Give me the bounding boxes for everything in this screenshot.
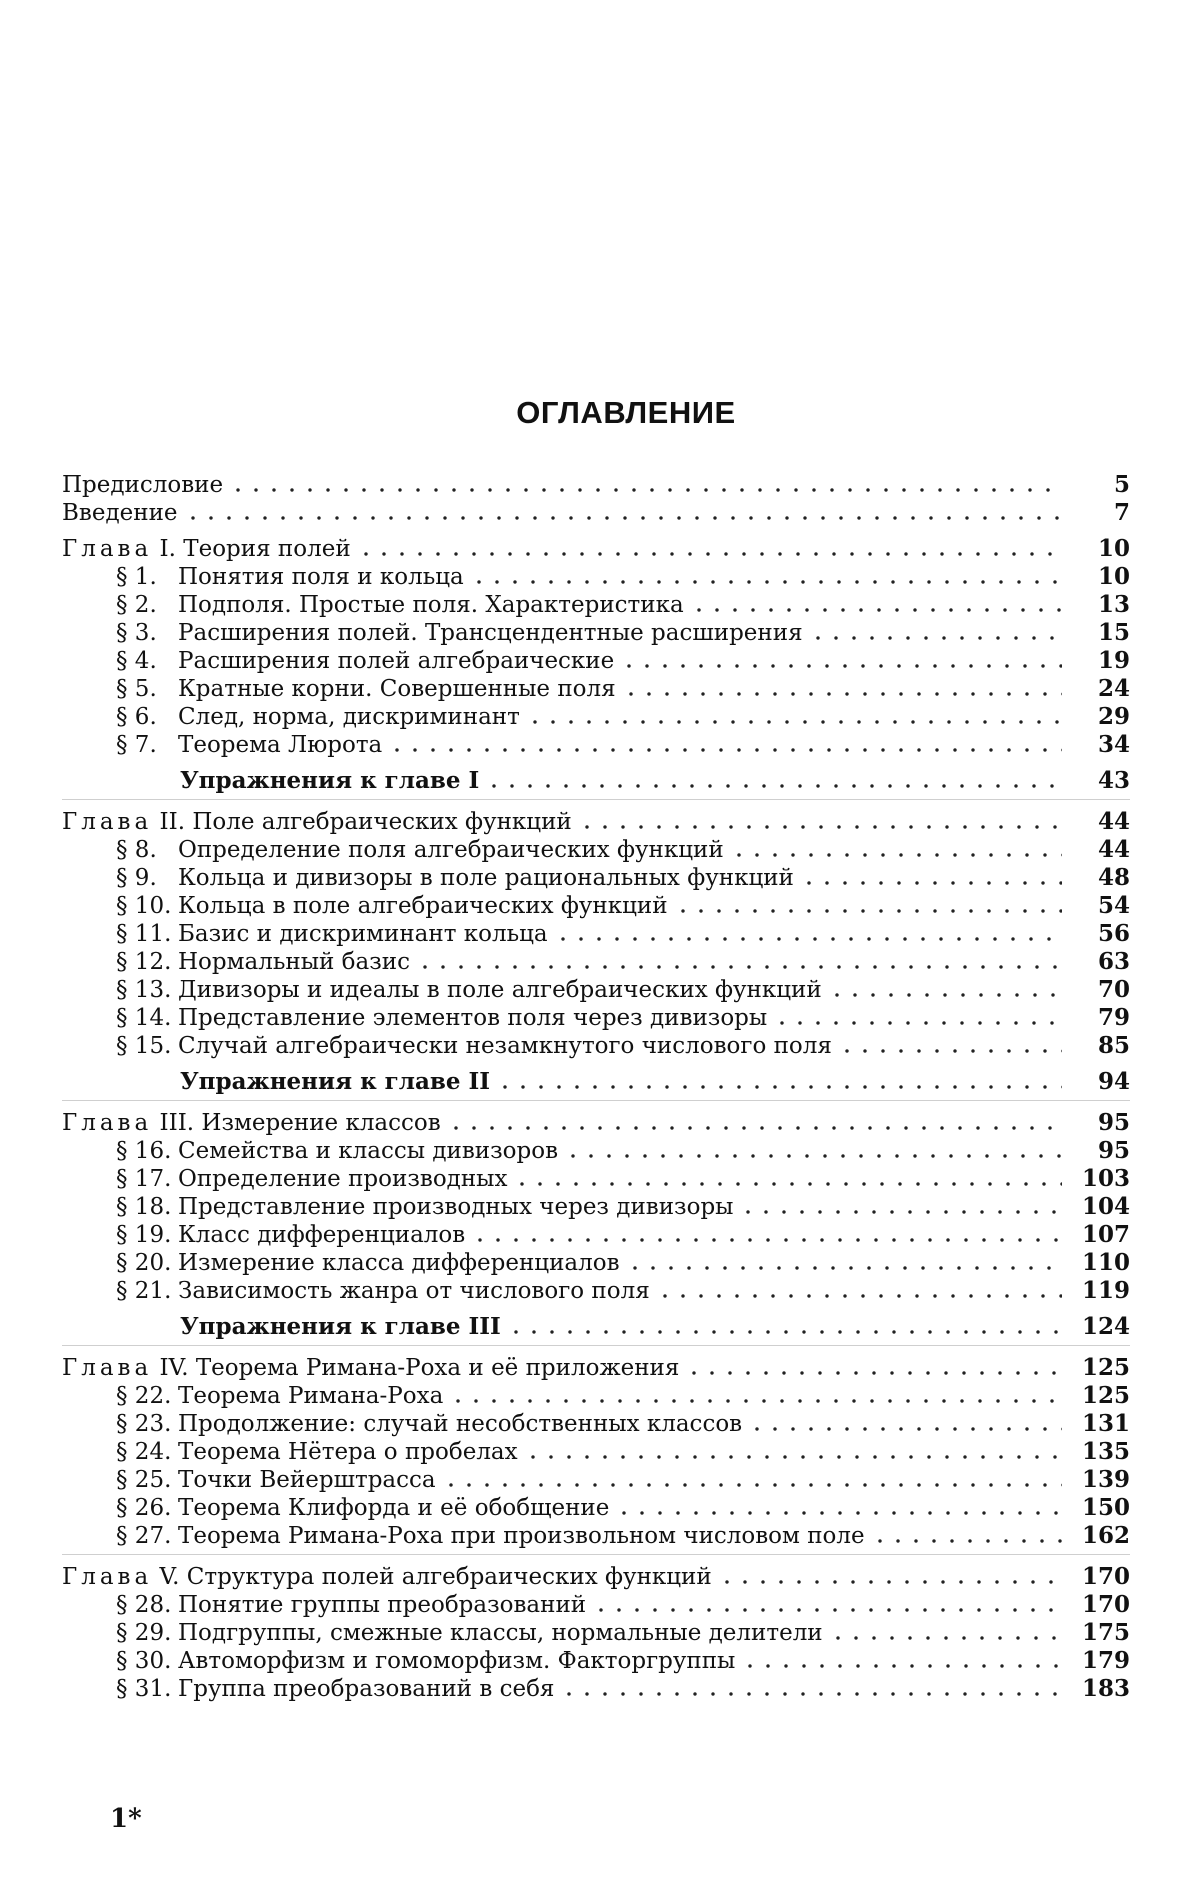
section-title: Теорема Клифорда и её обобщение [178,1495,609,1521]
section-label [116,864,794,892]
leader-dots [748,1427,1062,1431]
section-entry[interactable] [62,675,1130,703]
toc-entry[interactable] [62,499,1130,527]
entry-page: 170 [1068,1563,1130,1591]
section-label [116,563,464,591]
chapter-divider [62,799,1130,800]
section-label [116,703,520,731]
section-number: § 20. [116,1249,178,1277]
section-entry[interactable] [62,892,1130,920]
section-label [116,836,724,864]
entry-page: 95 [1068,1109,1130,1137]
leader-dots [809,636,1062,640]
leader-dots [554,937,1062,941]
section-number: § 4. [116,647,178,675]
entry-page: 183 [1068,1675,1130,1703]
leader-dots [578,825,1062,829]
section-label [116,647,614,675]
entry-page: 48 [1068,864,1130,892]
leader-dots [871,1539,1062,1543]
section-entry[interactable] [62,1193,1130,1221]
section-title: Теорема Римана-Роха [178,1383,443,1409]
exercises-entry[interactable] [62,1313,1130,1341]
section-label [116,920,548,948]
leader-dots [471,1238,1062,1242]
section-label [116,976,822,1004]
chapter-number: II. [160,809,185,835]
entry-page: 54 [1068,892,1130,920]
entry-page: 10 [1068,535,1130,563]
section-number: § 31. [116,1675,178,1703]
chapter-title: Структура полей алгебраических функций [187,1564,712,1590]
chapter-prefix: Глава [62,536,152,562]
leader-dots [674,909,1062,913]
entry-page: 125 [1068,1382,1130,1410]
section-entry[interactable] [62,1165,1130,1193]
chapter-heading[interactable] [62,808,1130,836]
section-entry[interactable] [62,1277,1130,1305]
section-entry[interactable] [62,1591,1130,1619]
section-number: § 15. [116,1032,178,1060]
section-title: Зависимость жанра от числового поля [178,1278,650,1304]
entry-page: 135 [1068,1438,1130,1466]
section-number: § 9. [116,864,178,892]
entry-page: 34 [1068,731,1130,759]
leader-dots [416,965,1062,969]
entry-page: 85 [1068,1032,1130,1060]
chapter-label [62,535,351,563]
chapter-prefix: Глава [62,809,152,835]
entry-title: Предисловие [62,471,223,499]
section-number: § 19. [116,1221,178,1249]
section-number: § 8. [116,836,178,864]
entry-page: 10 [1068,563,1130,591]
entry-page: 139 [1068,1466,1130,1494]
section-number: § 21. [116,1277,178,1305]
leader-dots [388,748,1062,752]
chapter-divider [62,1345,1130,1346]
leader-dots [357,552,1062,556]
section-title: Теорема Римана-Роха при произвольном числовом поле [178,1523,865,1549]
section-entry[interactable] [62,1249,1130,1277]
section-number: § 28. [116,1591,178,1619]
leader-dots [690,608,1062,612]
page-title: ОГЛАВЛЕНИЕ [62,395,1130,431]
section-entry[interactable] [62,1221,1130,1249]
chapter-label [62,1109,441,1137]
leader-dots [447,1126,1062,1130]
entry-page: 104 [1068,1193,1130,1221]
chapter-number: IV. [160,1355,189,1381]
toc-entry[interactable] [62,471,1130,499]
chapter-title: Теорема Римана-Роха и её приложения [196,1355,680,1381]
section-label [116,1004,767,1032]
section-label [116,1466,436,1494]
section-title: Точки Вейерштрасса [178,1467,436,1493]
section-entry[interactable] [62,920,1130,948]
section-title: Кольца и дивизоры в поле рациональных функций [178,865,794,891]
entry-page: 24 [1068,675,1130,703]
leader-dots [838,1049,1062,1053]
entry-title: Введение [62,499,178,527]
entry-page: 170 [1068,1591,1130,1619]
entry-page: 131 [1068,1410,1130,1438]
chapter-title: Измерение классов [201,1110,440,1136]
section-label [116,591,684,619]
entry-page: 162 [1068,1522,1130,1550]
section-entry[interactable] [62,864,1130,892]
section-entry[interactable] [62,1466,1130,1494]
section-entry[interactable] [62,1382,1130,1410]
section-entry[interactable] [62,1675,1130,1703]
section-label [116,1619,823,1647]
section-label [116,1522,865,1550]
section-label [116,892,668,920]
entry-page: 175 [1068,1619,1130,1647]
section-number: § 6. [116,703,178,731]
section-entry[interactable] [62,647,1130,675]
section-title: Определение поля алгебраических функций [178,837,724,863]
chapter-heading[interactable] [62,1563,1130,1591]
section-title: Автоморфизм и гомоморфизм. Факторгруппы [178,1648,735,1674]
section-title: Подполя. Простые поля. Характеристика [178,592,684,618]
entry-page: 5 [1068,471,1130,499]
section-entry[interactable] [62,836,1130,864]
chapter-list [62,535,1130,1703]
section-label [116,1032,832,1060]
section-title: Теорема Нётера о пробелах [178,1439,518,1465]
leader-dots [626,1266,1062,1270]
section-label [116,1382,443,1410]
entry-page: 29 [1068,703,1130,731]
section-entry[interactable] [62,731,1130,759]
section-title: Определение производных [178,1166,507,1192]
chapter-group [62,1109,1130,1346]
entry-page: 79 [1068,1004,1130,1032]
entry-page: 150 [1068,1494,1130,1522]
chapter-label [62,1563,712,1591]
section-number: § 2. [116,591,178,619]
leader-dots [485,784,1062,788]
section-title: Теорема Люрота [178,732,382,758]
entry-page: 15 [1068,619,1130,647]
leader-dots [449,1399,1062,1403]
entry-page: 7 [1068,499,1130,527]
section-label [116,1165,507,1193]
chapter-number: III. [160,1110,195,1136]
chapter-prefix: Глава [62,1564,152,1590]
leader-dots [829,1636,1062,1640]
section-number: § 30. [116,1647,178,1675]
leader-dots [741,1664,1062,1668]
section-title: Представление элементов поля через дивизоры [178,1005,767,1031]
section-number: § 1. [116,563,178,591]
section-number: § 14. [116,1004,178,1032]
entry-page: 124 [1068,1313,1130,1341]
section-label [116,1494,609,1522]
section-label [116,1249,620,1277]
section-number: § 17. [116,1165,178,1193]
leader-dots [739,1210,1062,1214]
entry-page: 94 [1068,1068,1130,1096]
leader-dots [496,1085,1062,1089]
section-number: § 26. [116,1494,178,1522]
section-entry[interactable] [62,1647,1130,1675]
front-matter [62,471,1130,527]
exercises-entry[interactable] [62,767,1130,795]
entry-page: 63 [1068,948,1130,976]
section-entry[interactable] [62,1032,1130,1060]
section-title: Понятие группы преобразований [178,1592,586,1618]
entry-page: 103 [1068,1165,1130,1193]
section-entry[interactable] [62,563,1130,591]
section-number: § 24. [116,1438,178,1466]
section-number: § 25. [116,1466,178,1494]
chapter-title: Теория полей [183,536,350,562]
section-title: Расширения полей. Трансцендентные расширения [178,620,803,646]
section-entry[interactable] [62,1619,1130,1647]
entry-page: 44 [1068,808,1130,836]
section-label [116,1277,650,1305]
section-title: Подгруппы, смежные классы, нормальные делители [178,1620,823,1646]
chapter-heading[interactable] [62,535,1130,563]
exercises-title: Упражнения к главе II [180,1068,490,1096]
leader-dots [470,580,1062,584]
leader-dots [622,692,1062,696]
chapter-number: V. [160,1564,180,1590]
entry-page: 95 [1068,1137,1130,1165]
leader-dots [524,1455,1062,1459]
section-entry[interactable] [62,1004,1130,1032]
section-label [116,619,803,647]
section-label [116,1193,733,1221]
section-entry[interactable] [62,1410,1130,1438]
entry-page: 44 [1068,836,1130,864]
section-title: Случай алгебраически незамкнутого числового поля [178,1033,832,1059]
leader-dots [507,1330,1062,1334]
leader-dots [513,1182,1062,1186]
chapter-label [62,1354,679,1382]
section-title: След, норма, дискриминант [178,704,520,730]
chapter-group [62,1563,1130,1703]
entry-page: 119 [1068,1277,1130,1305]
chapter-prefix: Глава [62,1110,152,1136]
section-label [116,1221,465,1249]
chapter-label [62,808,572,836]
leader-dots [526,720,1062,724]
section-label [116,1438,518,1466]
chapter-group [62,1354,1130,1555]
exercises-title: Упражнения к главе I [180,767,479,795]
entry-page: 56 [1068,920,1130,948]
section-entry[interactable] [62,1522,1130,1550]
section-entry[interactable] [62,1137,1130,1165]
section-title: Понятия поля и кольца [178,564,464,590]
chapter-group [62,808,1130,1101]
leader-dots [620,664,1062,668]
section-number: § 29. [116,1619,178,1647]
chapter-title: Поле алгебраических функций [192,809,571,835]
section-entry[interactable] [62,976,1130,1004]
section-title: Расширения полей алгебраические [178,648,614,674]
chapter-divider [62,1100,1130,1101]
section-entry[interactable] [62,591,1130,619]
exercises-title: Упражнения к главе III [180,1313,501,1341]
section-label [116,1591,586,1619]
section-entry[interactable] [62,1438,1130,1466]
section-number: § 5. [116,675,178,703]
section-label [116,1675,554,1703]
section-entry[interactable] [62,1494,1130,1522]
section-title: Представление производных через дивизоры [178,1194,733,1220]
section-title: Класс дифференциалов [178,1222,465,1248]
chapter-heading[interactable] [62,1109,1130,1137]
section-title: Кольца в поле алгебраических функций [178,893,668,919]
section-title: Кратные корни. Совершенные поля [178,676,616,702]
entry-page: 125 [1068,1354,1130,1382]
section-title: Измерение класса дифференциалов [178,1250,620,1276]
leader-dots [718,1580,1062,1584]
section-label [116,1647,735,1675]
section-number: § 10. [116,892,178,920]
section-title: Дивизоры и идеалы в поле алгебраических функций [178,977,822,1003]
section-label [116,1137,558,1165]
leader-dots [184,516,1062,520]
section-label [116,675,616,703]
section-number: § 12. [116,948,178,976]
leader-dots [656,1294,1062,1298]
entry-page: 70 [1068,976,1130,1004]
section-label [116,948,410,976]
chapter-number: I. [160,536,176,562]
section-label [116,1410,742,1438]
section-number: § 7. [116,731,178,759]
section-number: § 13. [116,976,178,1004]
section-number: § 3. [116,619,178,647]
chapter-heading[interactable] [62,1354,1130,1382]
entry-page: 19 [1068,647,1130,675]
section-entry[interactable] [62,619,1130,647]
section-entry[interactable] [62,703,1130,731]
section-title: Продолжение: случай несобственных классов [178,1411,742,1437]
section-number: § 16. [116,1137,178,1165]
leader-dots [229,488,1062,492]
section-number: § 23. [116,1410,178,1438]
page-folio: 1* [110,1804,142,1834]
section-label [116,731,382,759]
entry-page: 107 [1068,1221,1130,1249]
entry-page: 43 [1068,767,1130,795]
section-title: Семейства и классы дивизоров [178,1138,558,1164]
table-of-contents [62,395,1130,1703]
leader-dots [564,1154,1062,1158]
leader-dots [800,881,1062,885]
entry-page: 13 [1068,591,1130,619]
section-number: § 11. [116,920,178,948]
leader-dots [560,1692,1062,1696]
entry-page: 110 [1068,1249,1130,1277]
section-title: Базис и дискриминант кольца [178,921,548,947]
exercises-entry[interactable] [62,1068,1130,1096]
leader-dots [730,853,1062,857]
section-number: § 27. [116,1522,178,1550]
leader-dots [615,1511,1062,1515]
entry-page: 179 [1068,1647,1130,1675]
leader-dots [773,1021,1062,1025]
chapter-divider [62,1554,1130,1555]
leader-dots [828,993,1062,997]
section-title: Группа преобразований в себя [178,1676,554,1702]
section-number: § 18. [116,1193,178,1221]
chapter-prefix: Глава [62,1355,152,1381]
leader-dots [685,1371,1062,1375]
section-number: § 22. [116,1382,178,1410]
section-title: Нормальный базис [178,949,410,975]
chapter-group [62,535,1130,800]
leader-dots [592,1608,1062,1612]
section-entry[interactable] [62,948,1130,976]
leader-dots [442,1483,1062,1487]
